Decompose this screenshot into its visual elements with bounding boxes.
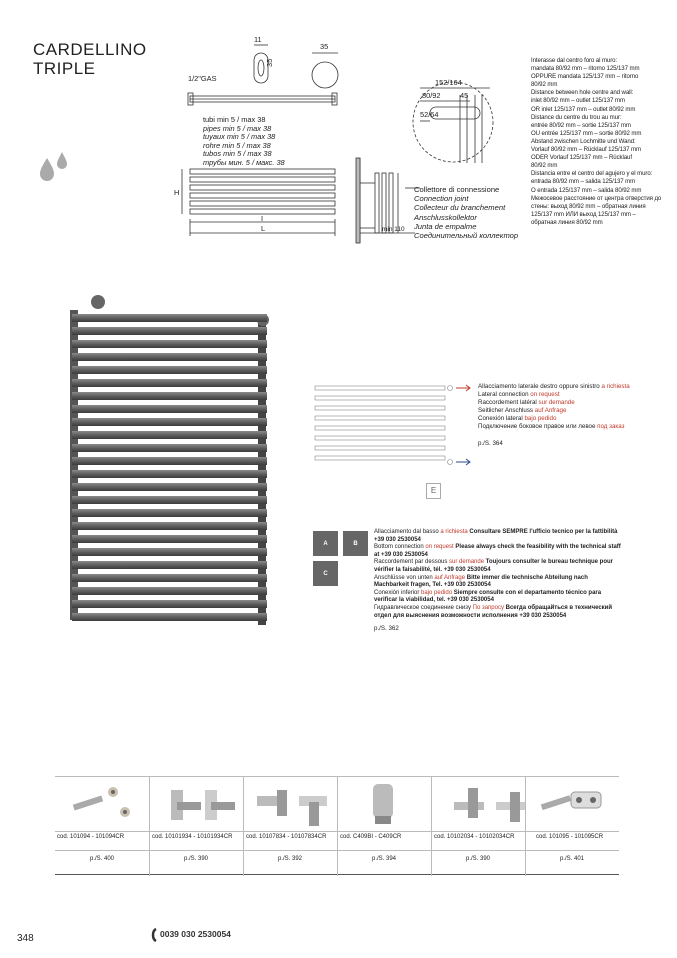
dist-title: Interasse dal centro foro al muro:	[531, 57, 618, 64]
page-number: 348	[17, 933, 34, 944]
bot-line: Allacciamento dal basso a richiesta Consultare SEMPRE l'ufficio tecnico per la fattibilità +39 030 2530054	[374, 529, 618, 543]
badge-b: B	[343, 531, 368, 556]
min-110: min 110	[382, 226, 405, 233]
accessory-code: cod. 101094 - 101094CR	[57, 834, 125, 840]
coll-ru: Соединительный коллектор	[414, 231, 519, 241]
accessory-code: cod. 10102034 - 10102034CR	[434, 834, 515, 840]
wall-distance-notes	[531, 57, 671, 227]
dist-line: OU entrée 125/137 mm – sortie 80/92 mm	[531, 129, 642, 137]
lat-line: Conexión lateral bajo pedido	[478, 414, 557, 422]
accessory-code: cod. C409BI - C409CR	[340, 834, 402, 840]
dist-line: mandata 80/92 mm – ritorno 125/137 mm	[531, 65, 640, 73]
dist-line: OPPURE mandata 125/137 mm – ritorno	[531, 73, 639, 81]
water-drops-icon	[38, 150, 72, 184]
accessory-image-6	[535, 782, 615, 828]
accessory-page: p./S. 392	[277, 856, 303, 862]
dist-title: Distance between hole centre and wall:	[531, 89, 634, 97]
tubi-de: rohre min 5 / max 38	[203, 140, 271, 150]
accessory-image-1	[63, 784, 141, 826]
accessory-image-3	[247, 782, 339, 828]
tubi-es: tubos min 5 / max 38	[203, 149, 272, 159]
accessory-image-4	[365, 780, 405, 828]
accessory-page: p./S. 400	[89, 856, 115, 862]
accessory-page: p./S. 390	[465, 856, 491, 862]
dist-title: Distancia entre el centro del agujero y el muro:	[531, 170, 653, 178]
badge-c: C	[313, 561, 338, 586]
i-label: I	[261, 214, 264, 223]
dist-title: Distance du centre du trou au mur:	[531, 113, 622, 121]
coll-it: Collettore di connessione	[414, 185, 500, 194]
tubi-ru: трубы мин. 5 / макс. 38	[203, 157, 285, 167]
phone-number: 0039 030 2530054	[160, 929, 231, 939]
product-title	[33, 40, 147, 78]
badge-e: E	[426, 483, 441, 499]
dim-45: 45	[460, 91, 469, 100]
lat-line: Lateral connection on request	[478, 390, 560, 398]
bot-line: Bottom connection on request Please always check the feasibility with the technical staff at +39 030 2530054	[374, 544, 621, 558]
accessory-image-2	[159, 782, 243, 828]
dist-line: entrée 80/92 mm – sortie 125/137 mm	[531, 121, 631, 129]
bot-line: Raccordement par dessous sur demande Toujours consulter le bureau technique pour vérifier la faisabilité, tél. +39 030 2530054	[374, 559, 613, 573]
product-name-line1: CARDELLINO	[33, 40, 147, 59]
lateral-page-ref: p./S. 364	[478, 440, 503, 448]
coll-en: Connection joint	[414, 194, 469, 204]
lateral-connection-diagram	[310, 382, 475, 502]
coll-de: Anschlusskollektor	[414, 212, 477, 222]
accessory-code: cod. 10107834 - 10107834CR	[246, 834, 327, 840]
accessories-table	[55, 776, 619, 876]
dist-line: ODER Vorlauf 125/137 mm – Rücklauf	[531, 154, 632, 162]
dist-line: Vorlauf 80/92 mm – Rücklauf 125/137 mm	[531, 146, 642, 154]
tubi-en: pipes min 5 / max 38	[203, 123, 272, 133]
tubi-it: tubi min 5 / max 38	[203, 115, 266, 124]
accessory-page: p./S. 394	[371, 856, 397, 862]
accessory-code: cod. 10101934 - 10101934CR	[152, 834, 233, 840]
dist-title: Межосевое расстояние от центра отверстия до	[531, 194, 662, 202]
dist-line: 80/92 mm	[531, 81, 558, 89]
dim-152-164: 152/164	[435, 78, 462, 87]
accessory-code: cod. 101095 - 101095CR	[536, 834, 604, 840]
bottom-connection-notes	[374, 529, 624, 633]
dist-line: OR inlet 125/137 mm – outlet 80/92 mm	[531, 105, 636, 113]
l-label: L	[261, 224, 266, 233]
gas-label: 1/2"GAS	[188, 74, 217, 83]
lateral-connection-notes	[478, 383, 630, 448]
dist-line: 80/92 mm	[531, 162, 558, 170]
dim-11: 11	[254, 35, 262, 44]
dist-title: Abstand zwischen Lochmitte und Wand:	[531, 137, 636, 145]
pipe-range-list	[203, 116, 285, 168]
dist-line: стены: выход 80/92 mm – обратная линия	[531, 202, 646, 210]
badge-a: A	[313, 531, 338, 556]
dim-80-92: 80/92	[422, 91, 441, 100]
product-name-line2: TRIPLE	[33, 59, 96, 78]
radiator-product-image	[58, 290, 278, 650]
connection-joint-list	[414, 185, 518, 240]
accessory-page: p./S. 390	[183, 856, 209, 862]
dim-35: 35	[320, 42, 329, 51]
coll-fr: Collecteur du branchement	[414, 203, 506, 213]
lat-line: Seitlicher Anschluss auf Anfrage	[478, 406, 567, 414]
dim-35-height: 35	[265, 58, 274, 67]
tubi-fr: tuyaux min 5 / max 38	[203, 132, 276, 142]
lat-line: Raccordement latéral sur demande	[478, 398, 575, 406]
h-label: H	[174, 188, 180, 197]
dist-line: entrada 80/92 mm – salida 125/137 mm	[531, 178, 636, 186]
dim-52-64: 52/64	[420, 110, 439, 119]
bot-line: Conexión inferior bajo pedido Siempre consulte con el departamento técnico para verificar la viabilidad, tel. +39 030 2530054	[374, 589, 602, 604]
bot-line: Гидравлическое соединение снизу По запросу Всегда обращайться в технический отдел для выяснения возможности исполнения +39 030 2530054	[374, 604, 613, 619]
accessory-page: p./S. 401	[559, 856, 585, 862]
bot-line: Anschlüsse von unten auf Anfrage Bitte immer die technische Abteilung nach Machbarkeit fragen, Tel. +39 030 2530054	[374, 574, 588, 589]
dist-line: inlet 80/92 mm – outlet 125/137 mm	[531, 97, 625, 105]
dist-line: 125/137 mm ИЛИ выход 125/137 mm –	[531, 210, 636, 218]
lat-line: Подключение боковое правое или левое под заказ	[478, 422, 625, 430]
bottom-page-ref: p./S. 362	[374, 625, 399, 633]
phone-icon	[150, 928, 158, 942]
lat-line: Allacciamento laterale destro oppure sinistro a richiesta	[478, 383, 630, 390]
coll-es: Junta de empalme	[414, 221, 477, 231]
dist-line: обратная линия 80/92 mm	[531, 218, 603, 226]
dist-line: O entrada 125/137 mm – salida 80/92 mm	[531, 186, 642, 194]
